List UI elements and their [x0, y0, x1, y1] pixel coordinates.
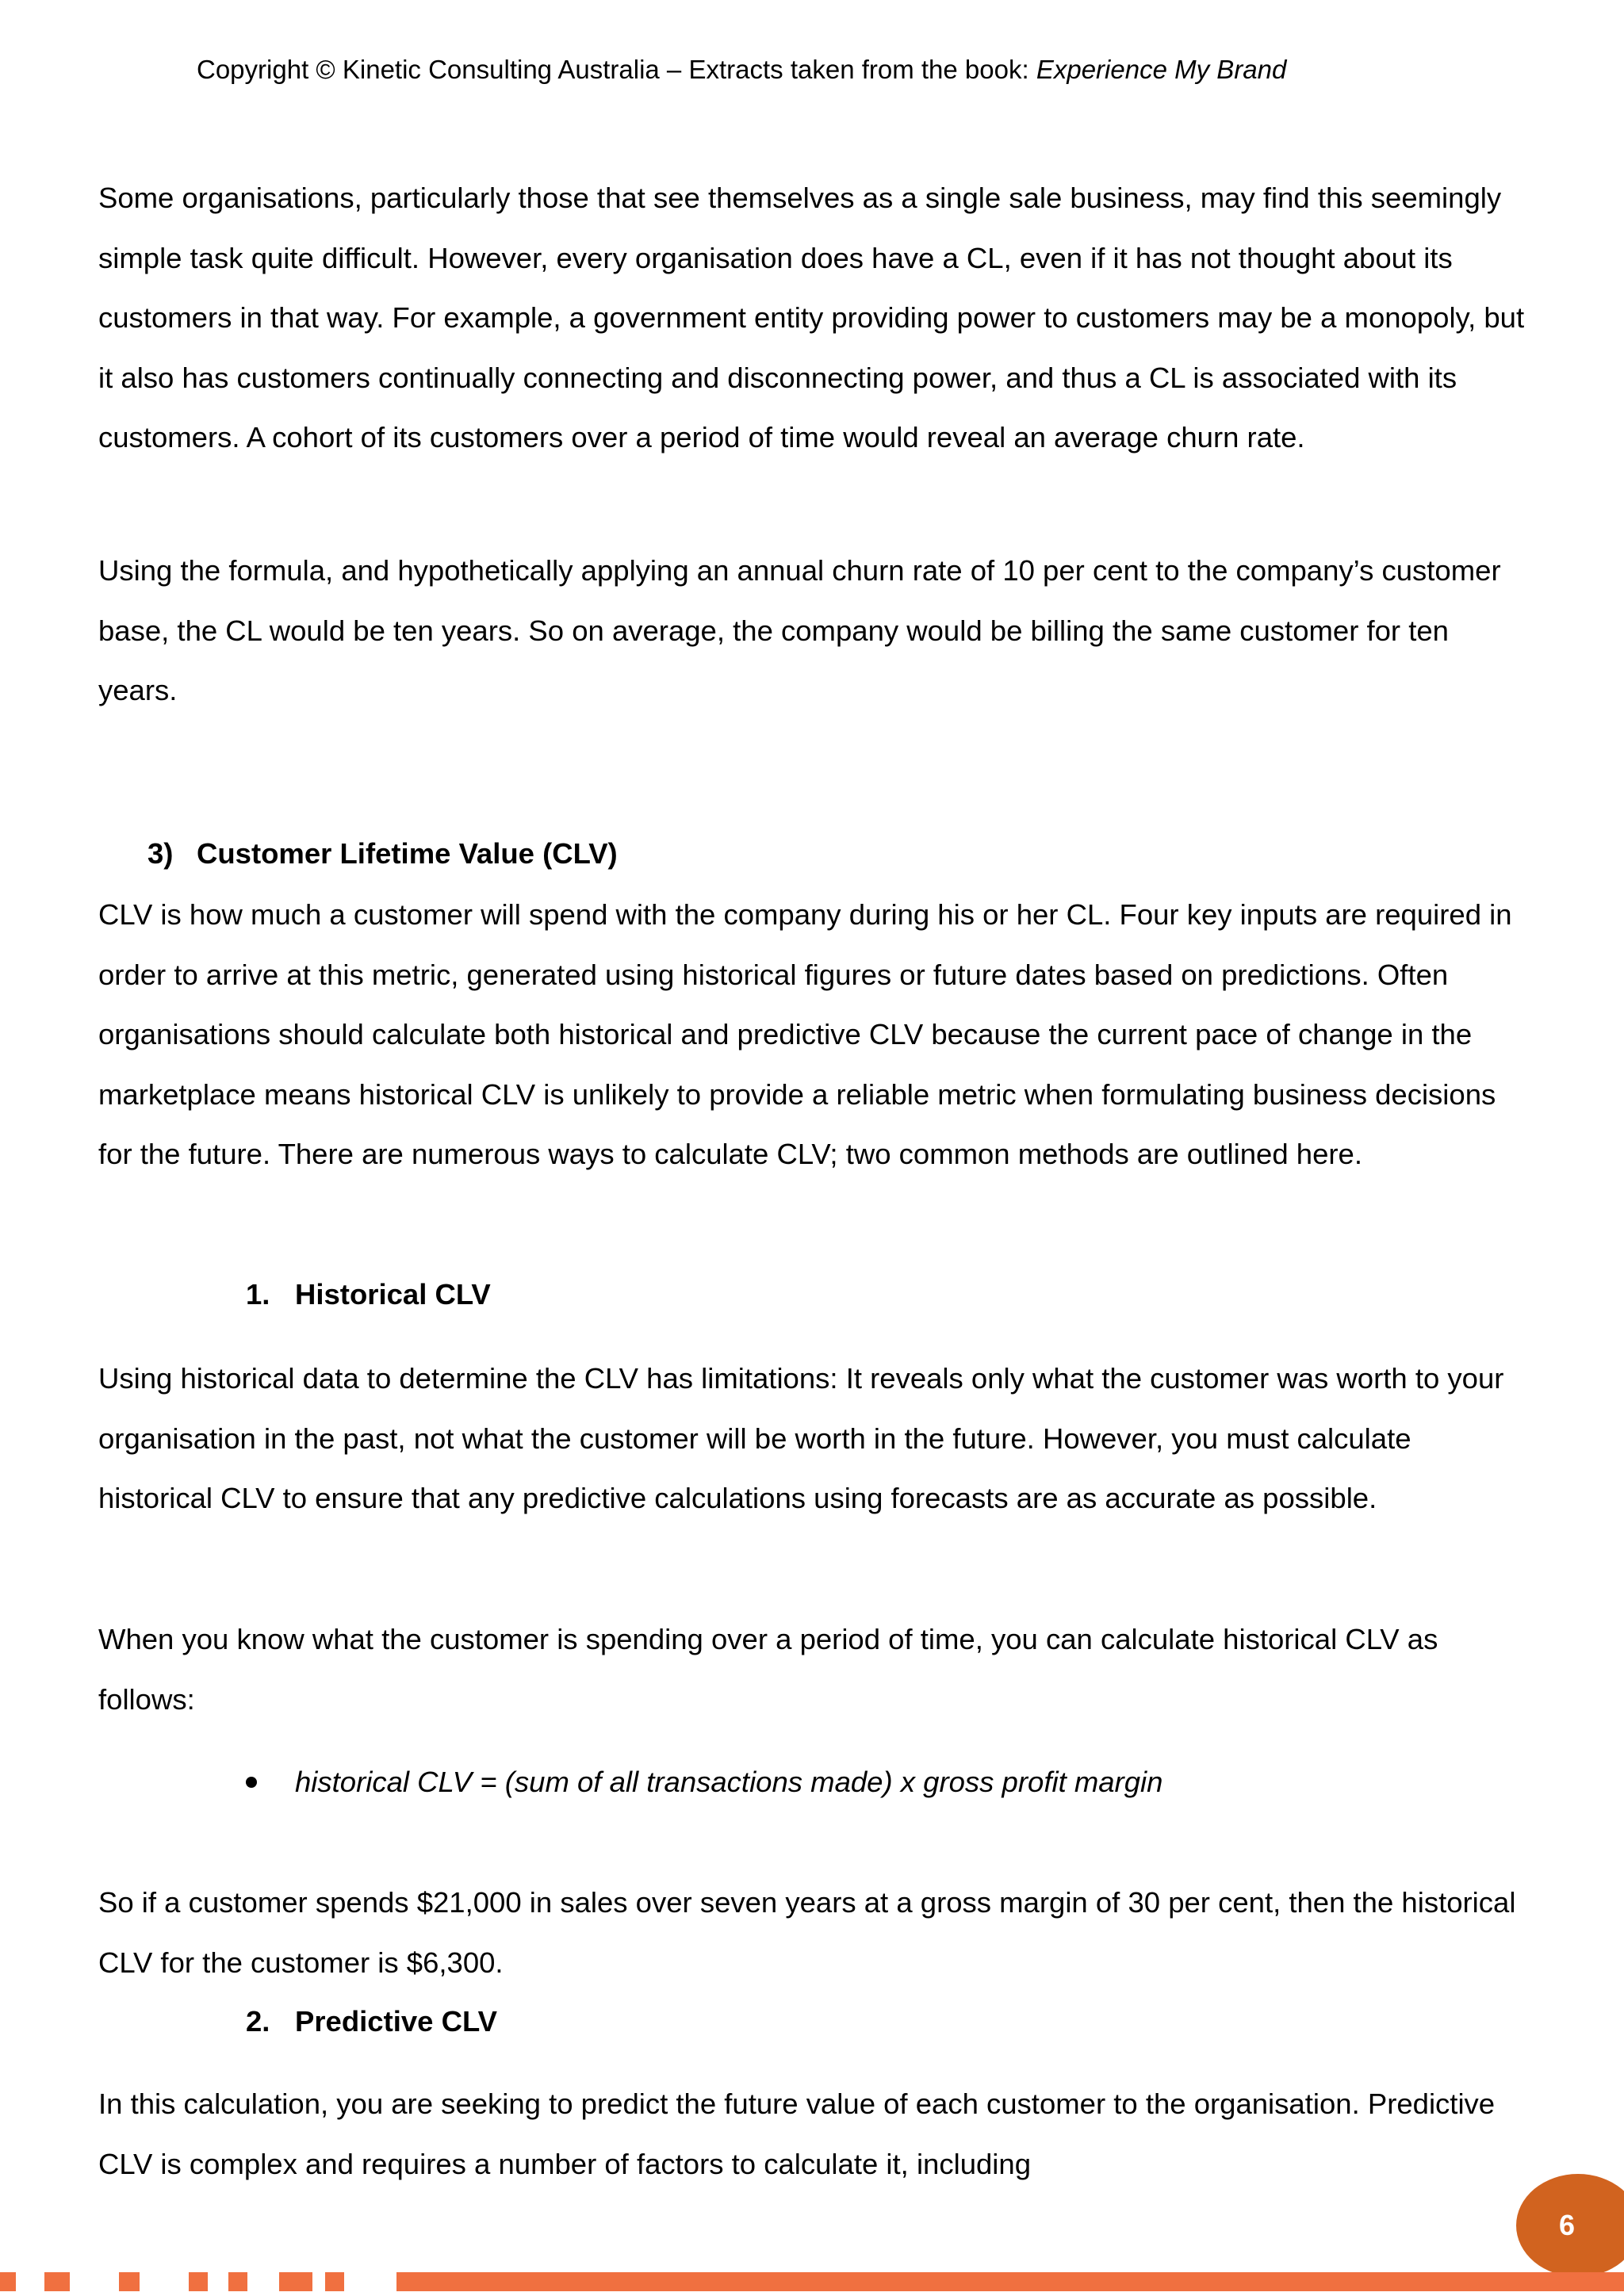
section-number: 3): [147, 837, 174, 870]
book-title: Experience My Brand: [1036, 55, 1287, 84]
paragraph-historical-limitations: [98, 1349, 1526, 1529]
subheading-number: 1.: [246, 1278, 270, 1311]
paragraph-text: Using the formula, and hypothetically applying an annual churn rate of 10 per cent to the company’s customer base, the CL would be ten years. So on average, the company would be billing the same customer for ten years.: [98, 554, 1501, 706]
paragraph-text: Some organisations, particularly those that see themselves as a single sale business, may find this seemingly simple task quite difficult. However, every organisation does have a CL, even if it has not thought about its customers in that way. For example, a government entity providing power to customers may be a monopoly, but it also has customers continually connecting and disconnecting power, and thus a CL is associated with its customers. A cohort of its customers over a period of time would reveal an average churn rate.: [98, 182, 1525, 453]
paragraph-cl-intro: [98, 168, 1526, 468]
page-number-badge: [1516, 2174, 1624, 2277]
footer-bar-segment: [189, 2272, 208, 2291]
paragraph-historical-example: [98, 1873, 1526, 1992]
footer-bar-segment: [279, 2272, 312, 2291]
footer-bar: [396, 2272, 1624, 2291]
copyright-prefix: Copyright © Kinetic Consulting Australia – Extracts taken from the book:: [197, 55, 1036, 84]
footer-bar-segment: [0, 2272, 16, 2291]
paragraph-text: Using historical data to determine the CLV has limitations: It reveals only what the customer was worth to your organisation in the past, not what the customer will be worth in the future. However, you must calculate historical CLV to ensure that any predictive calculations using forecasts are as accurate as possible.: [98, 1362, 1504, 1514]
paragraph-text: CLV is how much a customer will spend with the company during his or her CL. Four key inputs are required in order to arrive at this metric, generated using historical figures or future dates based on predictions. Often organisations should calculate both historical and predictive CLV because the current pace of change in the marketplace means historical CLV is unlikely to provide a reliable metric when formulating business decisions for the future. There are numerous ways to calculate CLV; two common methods are outlined here.: [98, 898, 1512, 1170]
subheading-title: Historical CLV: [295, 1278, 491, 1311]
paragraph-historical-how: [98, 1609, 1526, 1729]
subheading-title: Predictive CLV: [295, 2005, 497, 2038]
paragraph-text: In this calculation, you are seeking to predict the future value of each customer to the organisation. Predictive CLV is complex and requires a number of factors to calculate it, including: [98, 2087, 1496, 2180]
section-heading-clv: [147, 836, 618, 871]
subheading-number: 2.: [246, 2005, 270, 2038]
subheading-predictive-clv: [246, 2004, 497, 2039]
subheading-historical-clv: [246, 1277, 491, 1312]
footer-bar-segment: [228, 2272, 247, 2291]
paragraph-churn-example: [98, 541, 1526, 721]
section-title: Customer Lifetime Value (CLV): [197, 837, 618, 870]
page-header: [0, 52, 1624, 87]
paragraph-text: So if a customer spends $21,000 in sales over seven years at a gross margin of 30 per cent, then the historical CLV for the customer is $6,300.: [98, 1886, 1516, 1979]
paragraph-predictive-intro: [98, 2074, 1526, 2194]
footer-bar-segment: [119, 2272, 140, 2291]
paragraph-text: When you know what the customer is spending over a period of time, you can calculate historical CLV as follows:: [98, 1623, 1438, 1716]
page-number: 6: [1558, 2209, 1576, 2241]
bullet-dot-icon: [246, 1777, 257, 1788]
formula-text: historical CLV = (sum of all transactions made) x gross profit margin: [295, 1766, 1163, 1798]
footer-bar-segment: [44, 2272, 70, 2291]
footer-bar-segment: [325, 2272, 344, 2291]
paragraph-clv-definition: [98, 885, 1526, 1184]
copyright-line: [197, 52, 1286, 87]
